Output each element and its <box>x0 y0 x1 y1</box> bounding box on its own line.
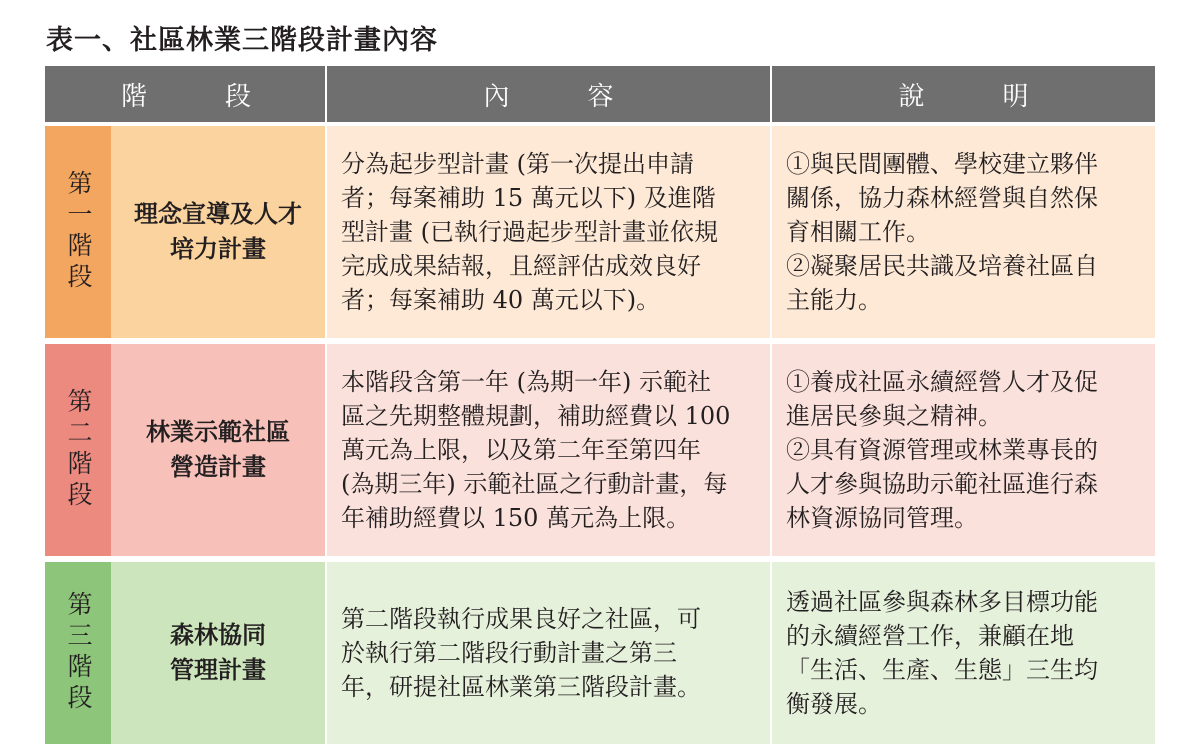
description-line: 人才參與協助示範社區進行森 <box>786 470 1099 498</box>
header-stage: 階 段 <box>45 66 326 124</box>
description-line: ①與民間團體、學校建立夥伴 <box>786 150 1099 178</box>
content-line: 萬元為上限，以及第二年至第四年 <box>341 436 702 464</box>
content-line: (為期三年) 示範社區之行動計畫，每 <box>341 470 728 498</box>
stage-name <box>111 124 326 341</box>
stage-name <box>111 559 326 744</box>
description-cell <box>771 124 1155 341</box>
description-cell <box>771 559 1155 744</box>
table-row-stage-1 <box>45 124 1155 341</box>
description-cell <box>771 341 1155 559</box>
content-line: 完成成果結報，且經評估成效良好 <box>341 252 702 280</box>
description-line: 衡發展。 <box>786 690 883 718</box>
table-title: 表一、社區林業三階段計畫內容 <box>46 25 438 56</box>
plan-table <box>45 66 1155 744</box>
description-line: 「生活、生產、生態」三生均 <box>786 656 1099 684</box>
table-row-stage-2 <box>45 341 1155 559</box>
description-line: 主能力。 <box>786 286 883 314</box>
content-line: 於執行第二階段行動計畫之第三 <box>341 639 678 667</box>
stage-number: 第一階段 <box>45 124 111 341</box>
content-line: 者；每案補助 40 萬元以下)。 <box>341 286 661 314</box>
table-row-stage-3 <box>45 559 1155 744</box>
content-line: 分為起步型計畫 (第一次提出申請 <box>341 150 695 178</box>
description-line: ②凝聚居民共識及培養社區自 <box>786 252 1099 280</box>
content-line: 區之先期整體規劃，補助經費以 100 <box>341 402 731 430</box>
description-line: 進居民參與之精神。 <box>786 402 1003 430</box>
content-line: 第二階段執行成果良好之社區，可 <box>341 605 702 633</box>
content-line: 本階段含第一年 (為期一年) 示範社 <box>341 368 711 396</box>
stage-name-line: 營造計畫 <box>170 453 266 481</box>
content-line: 年，研提社區林業第三階段計畫。 <box>341 673 702 701</box>
header-row <box>45 66 1155 124</box>
stage-name-line: 培力計畫 <box>170 235 266 263</box>
stage-name-line: 管理計畫 <box>170 656 266 684</box>
content-line: 年補助經費以 150 萬元為上限。 <box>341 504 691 532</box>
content-cell <box>326 559 771 744</box>
description-line: 育相關工作。 <box>786 218 931 246</box>
stage-number: 第三階段 <box>45 559 111 744</box>
header-content: 內 容 <box>326 66 771 124</box>
description-line: 關係，協力森林經營與自然保 <box>786 184 1099 212</box>
content-line: 型計畫 (已執行過起步型計畫並依規 <box>341 218 719 246</box>
stage-name-line: 理念宣導及人才 <box>134 200 302 228</box>
description-line: 的永續經營工作，兼顧在地 <box>786 622 1075 650</box>
stage-name-line: 林業示範社區 <box>146 418 290 446</box>
content-line: 者；每案補助 15 萬元以下) 及進階 <box>341 184 716 212</box>
description-line: 透過社區參與森林多目標功能 <box>786 588 1099 616</box>
stage-name-line: 森林協同 <box>170 621 266 649</box>
description-line: ②具有資源管理或林業專長的 <box>786 436 1099 464</box>
content-cell <box>326 124 771 341</box>
header-description: 說 明 <box>771 66 1155 124</box>
stage-name <box>111 341 326 559</box>
description-line: 林資源協同管理。 <box>786 504 979 532</box>
description-line: ①養成社區永續經營人才及促 <box>786 368 1099 396</box>
content-cell <box>326 341 771 559</box>
stage-number: 第二階段 <box>45 341 111 559</box>
